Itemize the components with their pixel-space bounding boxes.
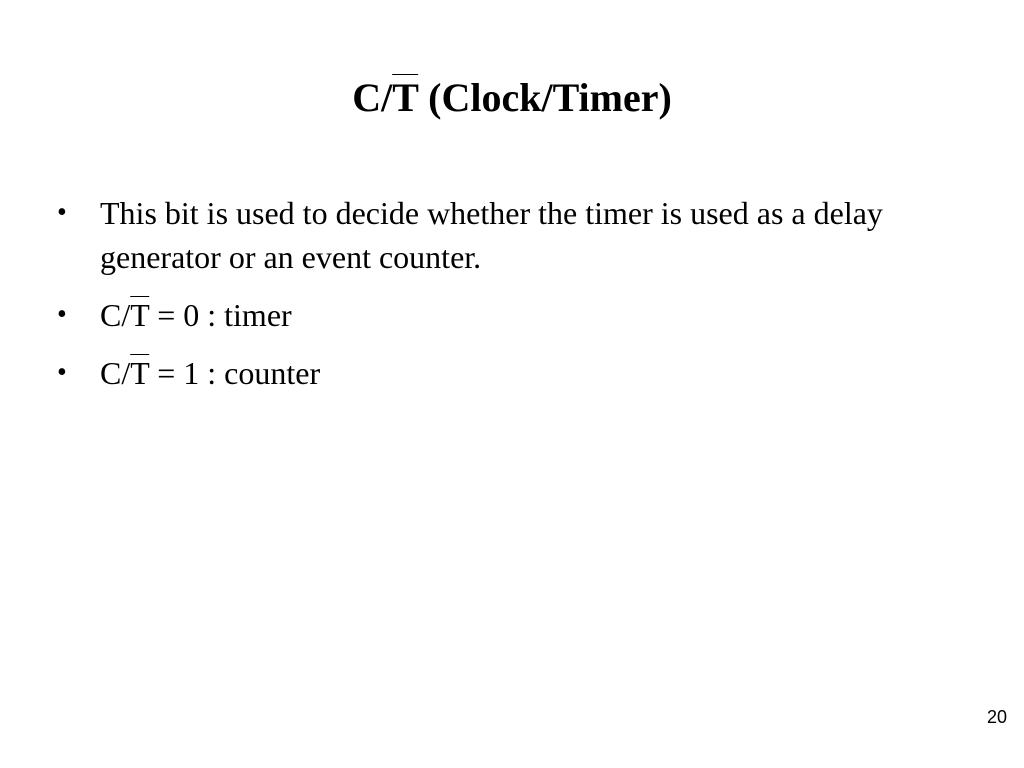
page-number: 20 (986, 707, 1007, 727)
bullet-suffix: = 1 : counter (149, 355, 321, 391)
bullet-item-timer (57, 293, 987, 337)
bullet-text: This bit is used to decide whether the timer is used as a delay generator or an event counter. (100, 195, 883, 275)
title-prefix: C/ (352, 75, 393, 120)
bullet-icon: • (57, 299, 67, 330)
bullet-overlined-t: $\overline{T}$ (130, 297, 150, 333)
slide-title (0, 70, 1024, 126)
bullet-list (57, 191, 987, 409)
bullet-icon: • (57, 197, 67, 228)
bullet-prefix: C/ (100, 297, 131, 333)
bullet-prefix: C/ (100, 355, 131, 391)
title-overlined-t: $\overline{T}$ (392, 75, 419, 120)
bullet-overlined-t: $\overline{T}$ (130, 355, 150, 391)
bullet-item-counter (57, 351, 987, 395)
bullet-item-description (57, 191, 987, 279)
title-suffix: (Clock/Timer) (418, 75, 672, 120)
bullet-icon: • (57, 357, 67, 388)
bullet-suffix: = 0 : timer (149, 297, 292, 333)
